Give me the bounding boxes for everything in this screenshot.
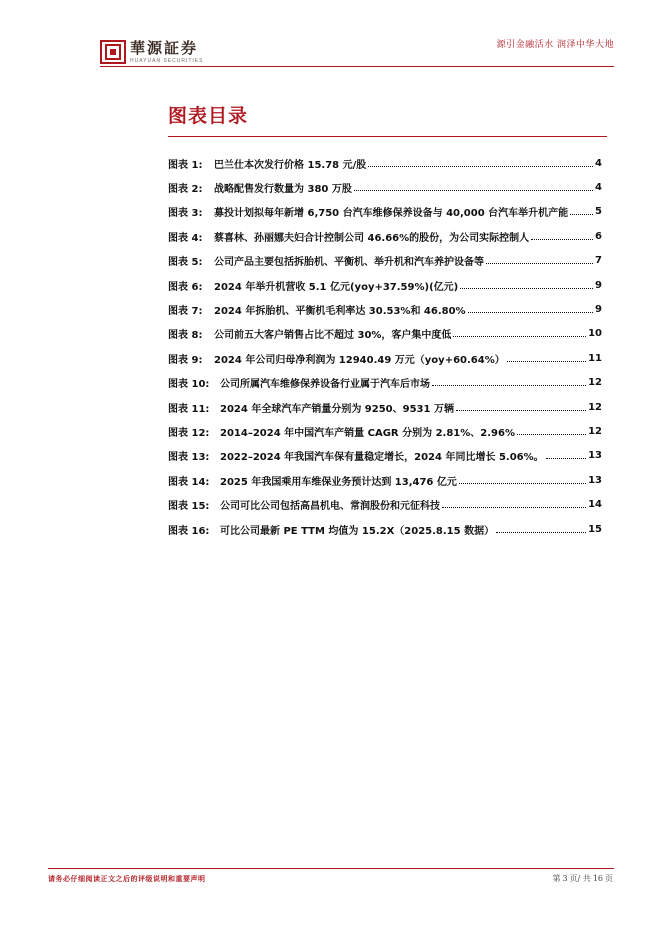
toc-leader bbox=[496, 532, 586, 533]
toc-item-3[interactable] bbox=[168, 200, 602, 224]
toc-leader bbox=[456, 410, 586, 411]
toc-page: 13 bbox=[588, 450, 602, 462]
toc-label: 图表 13: bbox=[168, 452, 210, 464]
toc-page: 14 bbox=[588, 499, 602, 511]
logo-english-name: HUAYUAN SECURITIES bbox=[130, 58, 204, 64]
toc-item-4[interactable] bbox=[168, 224, 602, 248]
toc-label: 图表 12: bbox=[168, 427, 210, 439]
header-slogan: 源引金融活水 润泽中华大地 bbox=[496, 40, 614, 50]
logo-chinese-name: 華源証券 bbox=[130, 39, 199, 57]
toc-text: 可比公司最新 PE TTM 均值为 15.2X（2025.8.15 数据） bbox=[220, 525, 495, 537]
toc-text: 2025 年我国乘用车维保业务预计达到 13,476 亿元 bbox=[220, 476, 457, 488]
toc-page: 5 bbox=[595, 206, 602, 218]
figure-index-list bbox=[168, 151, 602, 541]
toc-label: 图表 8: bbox=[168, 330, 203, 342]
toc-text: 公司可比公司包括高昌机电、常润股份和元征科技 bbox=[220, 501, 440, 513]
toc-page: 12 bbox=[588, 401, 602, 413]
toc-page: 4 bbox=[595, 182, 602, 194]
toc-label: 图表 7: bbox=[168, 306, 203, 318]
page-total: 16 bbox=[592, 874, 603, 883]
toc-leader bbox=[486, 263, 593, 264]
toc-leader bbox=[442, 507, 586, 508]
toc-text: 2022–2024 年我国汽车保有量稳定增长，2024 年同比增长 5.06%。 bbox=[220, 452, 544, 464]
toc-leader bbox=[570, 214, 593, 215]
footer-divider bbox=[48, 868, 614, 869]
toc-text: 巴兰仕本次发行价格 15.78 元/股 bbox=[214, 159, 367, 171]
toc-leader bbox=[453, 336, 586, 337]
toc-item-6[interactable] bbox=[168, 273, 602, 297]
toc-text: 2024 年举升机营收 5.1 亿元(yoy+37.59%)(亿元) bbox=[214, 281, 459, 293]
toc-page: 9 bbox=[595, 279, 602, 291]
page-number bbox=[551, 873, 614, 884]
page-suffix: 页 bbox=[605, 874, 613, 883]
toc-text: 2024 年全球汽车产销量分别为 9250、9531 万辆 bbox=[220, 403, 454, 415]
toc-leader bbox=[432, 385, 586, 386]
toc-text: 2024 年拆胎机、平衡机毛利率达 30.53%和 46.80% bbox=[214, 306, 466, 318]
page-current: 3 bbox=[562, 874, 568, 883]
toc-label: 图表 1: bbox=[168, 159, 203, 171]
toc-item-2[interactable] bbox=[168, 175, 602, 199]
toc-leader bbox=[546, 458, 586, 459]
toc-leader bbox=[460, 288, 593, 289]
header-divider bbox=[100, 66, 614, 67]
toc-item-7[interactable] bbox=[168, 297, 602, 321]
toc-label: 图表 6: bbox=[168, 281, 203, 293]
toc-leader bbox=[459, 483, 586, 484]
toc-text: 战略配售发行数量为 380 万股 bbox=[214, 184, 352, 196]
toc-item-15[interactable] bbox=[168, 492, 602, 516]
page-mid: 页/ 共 bbox=[569, 874, 591, 883]
toc-page: 11 bbox=[588, 352, 602, 364]
toc-page: 15 bbox=[588, 523, 602, 535]
toc-item-1[interactable] bbox=[168, 151, 602, 175]
toc-text: 2024 年公司归母净利润为 12940.49 万元（yoy+60.64%） bbox=[214, 354, 505, 366]
toc-item-9[interactable] bbox=[168, 346, 602, 370]
toc-label: 图表 15: bbox=[168, 501, 210, 513]
toc-page: 4 bbox=[595, 157, 602, 169]
toc-leader bbox=[468, 312, 593, 313]
toc-leader bbox=[531, 239, 593, 240]
toc-leader bbox=[517, 434, 586, 435]
toc-leader bbox=[368, 166, 593, 167]
toc-page: 12 bbox=[588, 425, 602, 437]
toc-text: 募投计划拟每年新增 6,750 台汽车维修保养设备与 40,000 台汽车举升机产能 bbox=[214, 208, 569, 220]
toc-page: 6 bbox=[595, 230, 602, 242]
company-logo bbox=[100, 40, 203, 65]
toc-item-8[interactable] bbox=[168, 322, 602, 346]
footer-disclaimer: 请务必仔细阅读正文之后的评级说明和重要声明 bbox=[48, 875, 206, 883]
toc-label: 图表 16: bbox=[168, 525, 210, 537]
toc-page: 10 bbox=[588, 328, 602, 340]
toc-item-13[interactable] bbox=[168, 444, 602, 468]
toc-leader bbox=[354, 190, 593, 191]
page-title: 图表目录 bbox=[168, 105, 249, 127]
toc-label: 图表 9: bbox=[168, 354, 203, 366]
toc-item-14[interactable] bbox=[168, 468, 602, 492]
toc-label: 图表 11: bbox=[168, 403, 210, 415]
page-prefix: 第 bbox=[552, 874, 561, 883]
page-header bbox=[0, 0, 662, 80]
toc-leader bbox=[507, 361, 586, 362]
toc-text: 2014–2024 年中国汽车产销量 CAGR 分别为 2.81%、2.96% bbox=[220, 427, 515, 439]
toc-label: 图表 14: bbox=[168, 476, 210, 488]
toc-text: 蔡喜林、孙丽娜夫妇合计控制公司 46.66%的股份，为公司实际控制人 bbox=[214, 232, 530, 244]
toc-page: 13 bbox=[588, 474, 602, 486]
toc-item-5[interactable] bbox=[168, 249, 602, 273]
toc-label: 图表 4: bbox=[168, 232, 203, 244]
toc-label: 图表 5: bbox=[168, 257, 203, 269]
toc-item-16[interactable] bbox=[168, 517, 602, 541]
toc-label: 图表 2: bbox=[168, 184, 203, 196]
toc-text: 公司产品主要包括拆胎机、平衡机、举升机和汽车养护设备等 bbox=[214, 257, 484, 269]
logo-mark-icon bbox=[100, 40, 126, 64]
toc-label: 图表 3: bbox=[168, 208, 203, 220]
toc-text: 公司所属汽车维修保养设备行业属于汽车后市场 bbox=[220, 379, 430, 391]
toc-item-10[interactable] bbox=[168, 371, 602, 395]
toc-item-12[interactable] bbox=[168, 419, 602, 443]
toc-page: 12 bbox=[588, 377, 602, 389]
toc-page: 9 bbox=[595, 304, 602, 316]
toc-item-11[interactable] bbox=[168, 395, 602, 419]
title-divider bbox=[168, 136, 607, 137]
toc-label: 图表 10: bbox=[168, 379, 210, 391]
toc-text: 公司前五大客户销售占比不超过 30%，客户集中度低 bbox=[214, 330, 452, 342]
toc-page: 7 bbox=[595, 255, 602, 267]
